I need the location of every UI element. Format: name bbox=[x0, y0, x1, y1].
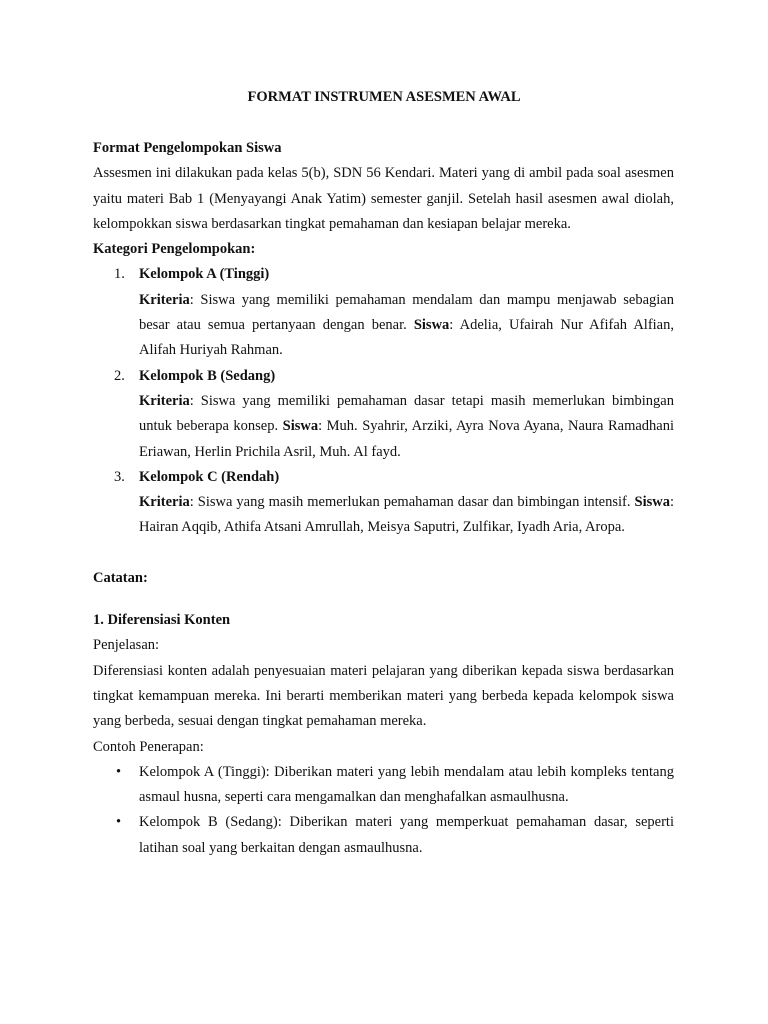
siswa-text: : Muh. Syahrir, Arziki, Ayra Nova Ayana, Naura Ramadhani Eriawan, Herlin Prichila Asril, Muh. Al fayd. bbox=[139, 418, 675, 460]
kelompok-description bbox=[139, 490, 674, 541]
kriteria-text: : Siswa yang memiliki pemahaman mendalam dan mampu menjawab sebagian besar atau semua pertanyaan dengan benar. bbox=[139, 291, 674, 334]
catatan-heading: Catatan: bbox=[93, 569, 148, 586]
contoh-label: Contoh Penerapan: bbox=[93, 738, 204, 755]
list-number: 1. bbox=[114, 266, 125, 283]
list-item bbox=[93, 810, 674, 861]
kelompok-description bbox=[139, 288, 674, 364]
kategori-heading: Kategori Pengelompokan: bbox=[93, 241, 256, 258]
contoh-list bbox=[93, 760, 674, 861]
section-heading-pengelompokan: Format Pengelompokan Siswa bbox=[93, 140, 282, 156]
kelompok-name: Kelompok C (Rendah) bbox=[139, 468, 280, 485]
siswa-label: Siswa bbox=[413, 317, 450, 334]
kriteria-text: : Siswa yang masih memerlukan pemahaman dasar dan bimbingan intensif. bbox=[189, 494, 635, 511]
kelompok-item-c bbox=[93, 465, 674, 541]
spacer bbox=[93, 591, 674, 608]
kelompok-description bbox=[139, 389, 674, 465]
penjelasan-paragraph: Diferensiasi konten adalah penyesuaian materi pelajaran yang diberikan kepada siswa berdasarkan tingkat kemampuan mereka. Ini berarti memberikan materi yang berbeda kepada kelompok siswa yang berbeda, sesuai dengan tingkat pemahaman mereka. bbox=[93, 662, 674, 730]
kelompok-name: Kelompok B (Sedang) bbox=[139, 367, 276, 384]
document-title: FORMAT INSTRUMEN ASESMEN AWAL bbox=[247, 89, 521, 105]
penjelasan-label: Penjelasan: bbox=[93, 637, 160, 654]
intro-paragraph: Assesmen ini dilakukan pada kelas 5(b), SDN 56 Kendari. Materi yang di ambil pada soal asesmen yaitu materi Bab 1 (Menyayangi Anak Yatim) semester ganjil. Setelah hasil asesmen awal diolah, kelompokkan siswa berdasarkan tingkat pemahaman dan kesiapan belajar mereka. bbox=[93, 165, 674, 232]
list-number: 2. bbox=[114, 367, 125, 384]
kelompok-item-b bbox=[93, 364, 674, 465]
list-number: 3. bbox=[114, 468, 125, 485]
kelompok-list bbox=[93, 262, 674, 540]
bullet-text: Kelompok B (Sedang): Diberikan materi yang memperkuat pemahaman dasar, seperti latihan soal yang berkaitan dengan asmaulhusna. bbox=[139, 814, 674, 856]
list-item bbox=[93, 760, 674, 811]
kriteria-label: Kriteria bbox=[139, 494, 190, 511]
kelompok-item-a bbox=[93, 262, 674, 363]
siswa-text: : Adelia, Ufairah Nur Afifah Alfian, Alifah Huriyah Rahman. bbox=[139, 317, 674, 359]
diferensiasi-heading: 1. Diferensiasi Konten bbox=[93, 612, 231, 629]
siswa-label: Siswa bbox=[282, 418, 319, 435]
bullet-icon: • bbox=[116, 814, 122, 831]
document-body bbox=[93, 136, 674, 861]
kriteria-label: Kriteria bbox=[139, 291, 190, 308]
bullet-icon: • bbox=[116, 763, 122, 780]
siswa-label: Siswa bbox=[634, 494, 670, 511]
kriteria-label: Kriteria bbox=[139, 392, 190, 409]
kelompok-name: Kelompok A (Tinggi) bbox=[139, 266, 270, 283]
bullet-text: Kelompok A (Tinggi): Diberikan materi yang lebih mendalam atau lebih kompleks tentang asmaul husna, seperti cara mengamalkan dan menghafalkan asmaulhusna. bbox=[139, 763, 674, 806]
spacer bbox=[93, 541, 674, 566]
siswa-text: : Hairan Aqqib, Athifa Atsani Amrullah, Meisya Saputri, Zulfikar, Iyadh Aria, Aropa. bbox=[139, 494, 674, 536]
kriteria-text: : Siswa yang memiliki pemahaman dasar tetapi masih memerlukan bimbingan untuk beberapa konsep. bbox=[139, 392, 674, 435]
